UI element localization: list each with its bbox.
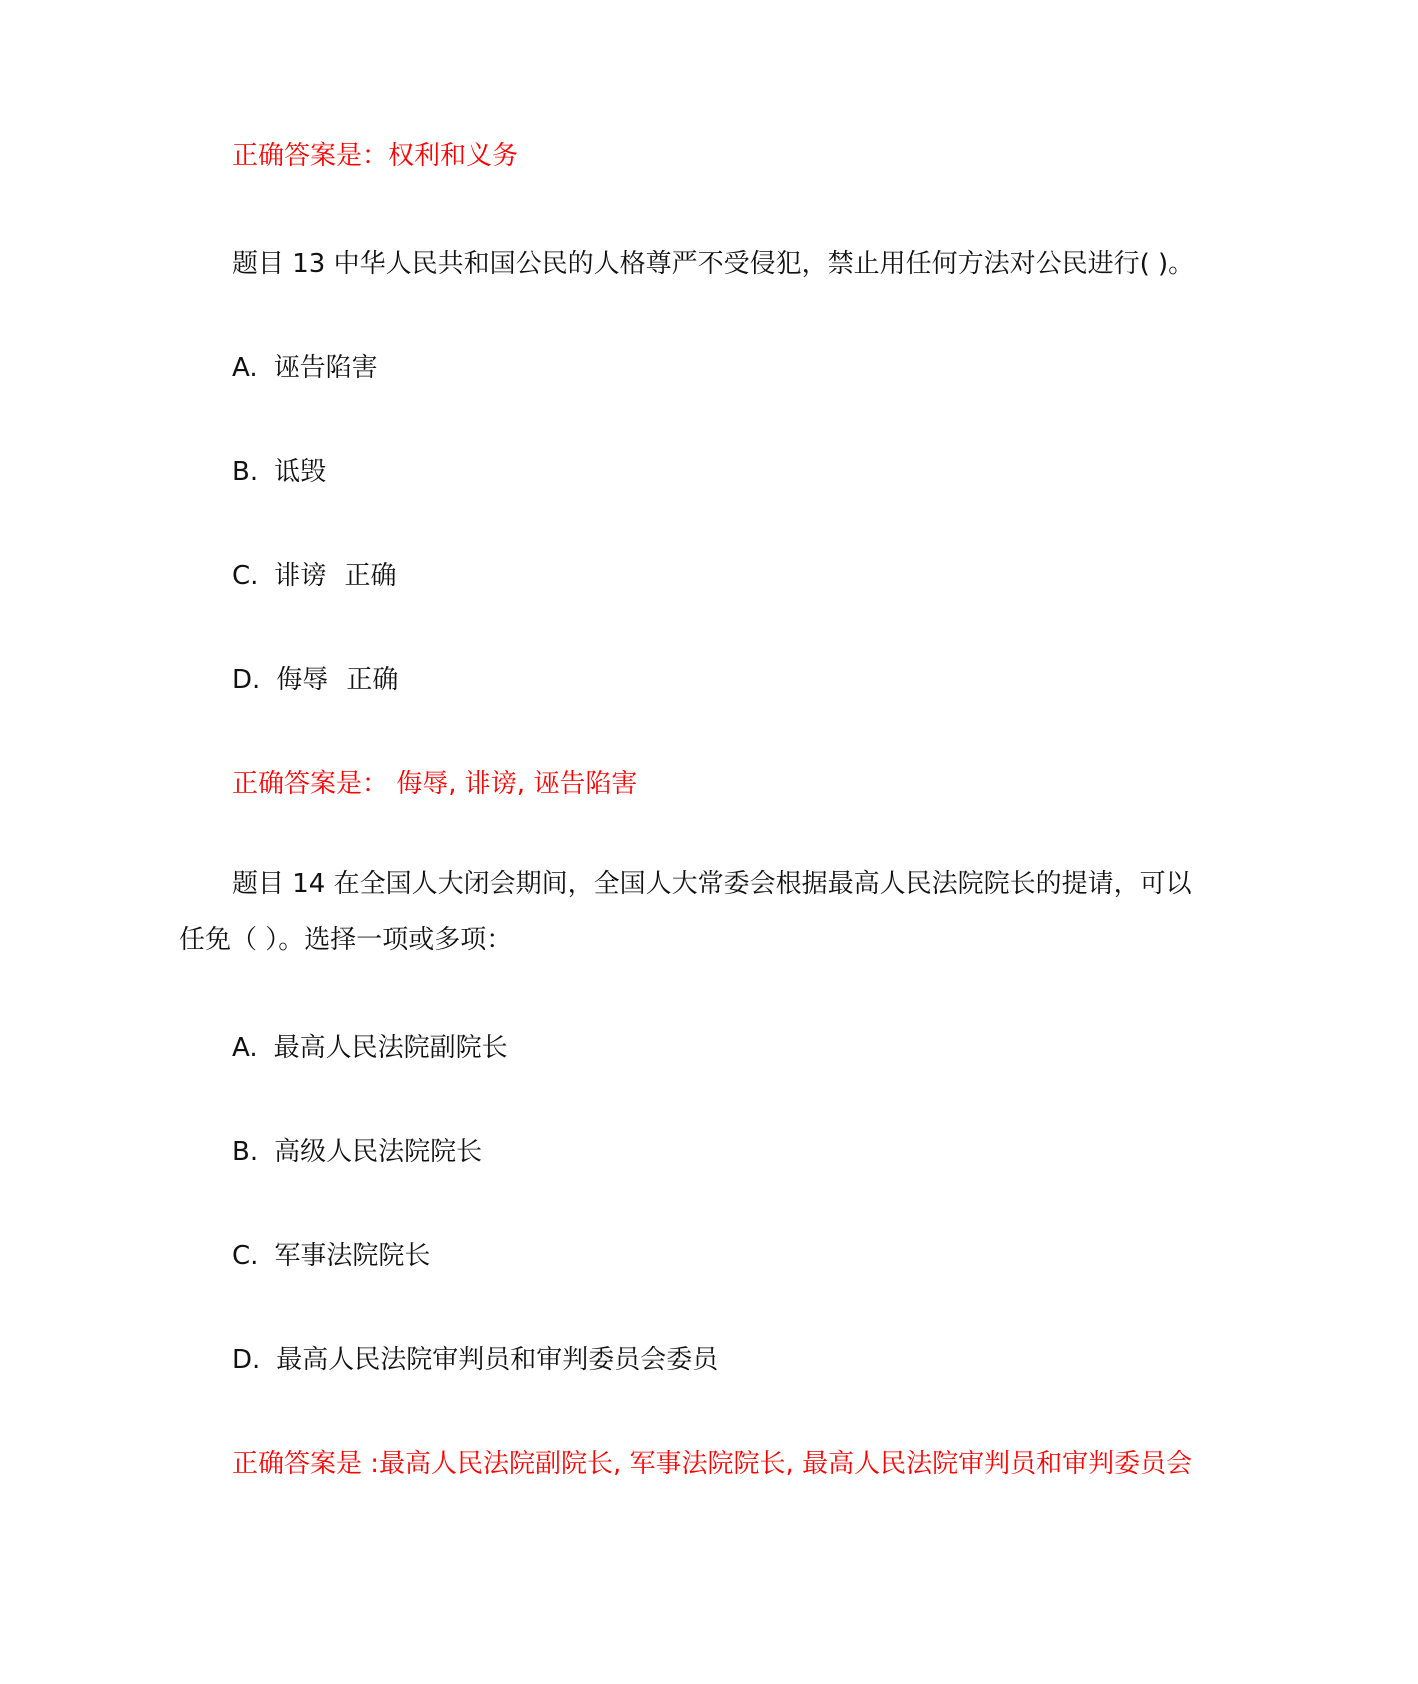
q13-option-c: [232, 560, 396, 592]
q13-option-a: [232, 352, 378, 384]
option-text: 侮辱: [276, 665, 329, 695]
q14-option-d: [232, 1344, 718, 1376]
question-13-stem: 题目 13 中华人民共和国公民的人格尊严不受侵犯，禁止用任何方法对公民进行( )。: [232, 249, 1195, 279]
option-text: 诋毁: [274, 457, 327, 487]
answer-q14: 正确答案是 :最高人民法院副院长, 军事法院院长, 最高人民法院审判员和审判委员会: [232, 1449, 1193, 1479]
q14-option-b: [232, 1136, 482, 1168]
q14-option-a: [232, 1032, 508, 1064]
answer-q12: 正确答案是：权利和义务: [232, 141, 519, 171]
q14-stem-line2: 任免（ ）。选择一项或多项：: [179, 925, 513, 955]
question-14-stem: [179, 856, 1232, 968]
option-letter: D.: [232, 1345, 261, 1375]
option-letter: B.: [232, 457, 259, 487]
option-text: 军事法院院长: [274, 1241, 431, 1271]
option-letter: A.: [232, 353, 258, 383]
option-letter: A.: [232, 1033, 258, 1063]
option-letter: D.: [232, 665, 261, 695]
option-letter: B.: [232, 1137, 259, 1167]
option-status: 正确: [346, 665, 399, 695]
answer-q13: 正确答案是： 侮辱, 诽谤, 诬告陷害: [232, 769, 638, 799]
q13-option-b: [232, 456, 326, 488]
q13-option-d: [232, 664, 398, 696]
q14-stem-line1: 题目 14 在全国人大闭会期间，全国人大常委会根据最高人民法院院长的提请，可以: [232, 869, 1192, 899]
option-letter: C.: [232, 561, 259, 591]
q14-option-c: [232, 1240, 430, 1272]
option-text: 高级人民法院院长: [274, 1137, 483, 1167]
option-letter: C.: [232, 1241, 259, 1271]
option-text: 最高人民法院副院长: [273, 1033, 508, 1063]
option-status: 正确: [344, 561, 397, 591]
option-text: 诬告陷害: [273, 353, 378, 383]
option-text: 最高人民法院审判员和审判委员会委员: [276, 1345, 719, 1375]
option-text: 诽谤: [274, 561, 327, 591]
